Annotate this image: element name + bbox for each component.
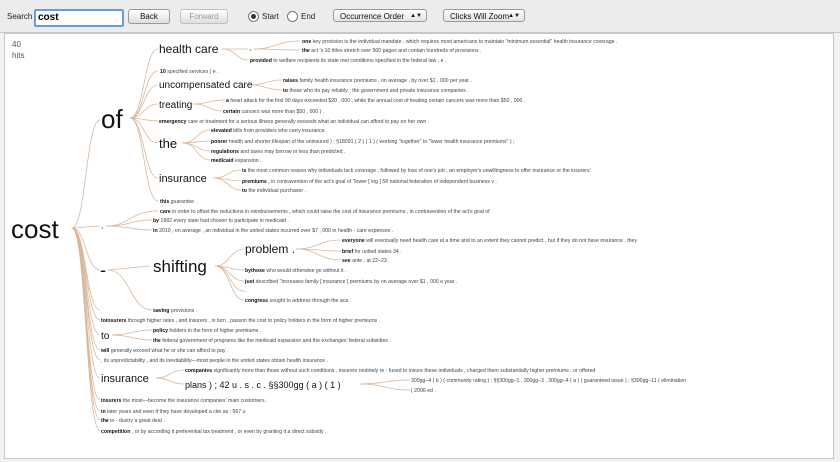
leaf-i2-300gg[interactable]: 300gg–4 ( b ) ( community rating ) ; §§300gg–1 , 300gg–3 , 300gg–4 ( a ) ( guaranteed issue ) ; §300gg–11 ( elimination [411,378,687,384]
leaf-tr-certain[interactable]: certain cancers was more than $50 , 000 ) . [223,109,325,115]
leaf-s-congress[interactable]: congress sought to address through the aca . [245,298,352,304]
node-dash[interactable]: - [100,260,106,280]
search-label: Search [7,12,33,21]
node-of[interactable]: of [101,104,123,134]
back-button[interactable]: Back [128,9,170,24]
leaf-c-care[interactable]: care in order to offset the reductions in reimbursements , which could raise the cost of insurance premiums , in contravention of the act's goal of [160,209,490,215]
end-label: End [301,12,316,21]
leaf-the-elevated[interactable]: elevated bills from providers who carry insurance . [211,128,328,134]
leaf-hc-the[interactable]: the act 's 10 titles stretch over 900 pages and contain hundreds of provisions . [302,48,482,54]
tree-root-cost[interactable]: cost [11,214,59,244]
leaf-saving[interactable]: saving provisions . [153,308,198,314]
leaf-hc-one[interactable]: one key provision is the individual mandate , which requires most americans to maintain "minimum essential" health insurance coverage . [302,39,618,45]
leaf-ins-is[interactable]: is the most common reason why individuals lack coverage , followed by loss of one's job , an employer's unwillingness to offer insurance or the insurers' [242,168,591,174]
leaf-s-bythose[interactable]: bythose who would otherwise go without it . [245,268,347,274]
leaf-p-see[interactable]: see ante , at 22–23 . [342,258,390,264]
node-comma[interactable]: , [101,221,104,230]
leaf-p-everyone[interactable]: everyone will eventually need health care at a time and to an extent they cannot predict , but if they do not have insurance , they [342,238,638,244]
order-select-value: Occurrence Order [340,12,405,21]
leaf-of-this[interactable]: this guarantee . [160,199,197,205]
leaf-hc-provided[interactable]: provided to welfare recipients its state met conditions specified in the federal law , e . [250,58,447,64]
leaf-the-industry[interactable]: the in - dustry a great deal . [101,418,165,424]
start-label: Start [262,12,279,21]
node-hc-comma[interactable]: , [249,43,252,52]
updown-arrows-icon: ▲▼ [410,13,422,19]
leaf-s-period[interactable]: . [245,288,247,294]
updown-arrows-icon: ▲▼ [508,13,520,19]
zoom-select-value: Clicks Will Zoom [450,12,510,21]
node-the[interactable]: the [159,136,178,151]
search-input[interactable]: cost [34,9,124,27]
node-shifting[interactable]: shifting [153,257,207,276]
leaf-ins-premiums[interactable]: premiums , in contravention of the act's goal of "lower [ ing ] 58 national federation of independent business v . [242,179,497,185]
node-insurance[interactable]: insurance [159,173,207,185]
leaf-of-emergency[interactable]: emergency care or treatment for a serious illness generally exceeds what an individual can afford to pay on her own . [159,119,430,125]
node-treating[interactable]: treating [159,100,193,111]
leaf-to-policy[interactable]: policy holders in the form of higher premiums . [153,328,262,334]
leaf-insurers[interactable]: insurers the most—become the insurance companies' main customers . [101,398,268,404]
leaf-uc-to[interactable]: to those who do pay reliably ; the government and private insurance companies . [283,88,469,94]
leaf-of-10[interactable]: 10 specified services ( e . [160,69,219,75]
leaf-to-federal[interactable]: the federal government of programs like the medicaid expansion and the exchanges' federal subsidies . [153,338,391,344]
leaf-unpredictability[interactable]: , its unpredictability , and its inevitability—most people in the united states obtain health insurance . [101,358,328,364]
leaf-c-by[interactable]: by 1982 every state had chosen to participate in medicaid . [153,218,289,224]
hits-count: 40 [12,40,21,49]
leaf-competition[interactable]: competition , or by according it preferential tax treatment , or even by granting it a direct subsidy . [101,429,327,435]
node-problem[interactable]: problem . [245,242,296,256]
leaf-tr-a[interactable]: a heart attack for the first 90 days exceeded $20 , 000 , while the annual cost of treating certain cancers was more than $50 , 000 . [226,98,526,104]
leaf-i2-2006[interactable]: ( 2006 ed . [411,388,436,394]
node-insurance-2[interactable]: insurance [101,373,149,385]
leaf-uc-raises[interactable]: raises family health insurance premiums , on average , by over $1 , 000 per year . [283,78,472,84]
leaf-s-just[interactable]: just described "increases family [ insurance ] premiums by on average over $1 , 000 a year . [245,279,458,285]
forward-button[interactable]: Forward [180,9,228,24]
leaf-in-later[interactable]: in later years and even if they have developed a cite as : 567 u [101,409,246,415]
leaf-the-poorer[interactable]: poorer health and shorter lifespan of the uninsured ) ; §18091 ( 2 ) ( 1 ) ( working "together" to "lower health insurance premiums" ) ; [211,139,515,145]
leaf-i2-companies[interactable]: companies significantly more than those without such conditions , insurers routinely re - fused to insure these individuals , charged them substantially higher premiums , or offered [185,368,596,374]
leaf-the-regulations[interactable]: regulations and taxes may borrow or less than predicted . [211,149,346,155]
hits-label: hits [12,51,25,60]
node-to[interactable]: to [101,331,110,342]
node-uncompensated-care[interactable]: uncompensated care [159,80,253,91]
leaf-ins-to[interactable]: to the individual purchaser . [242,188,307,194]
leaf-p-brief[interactable]: brief for united states 34 . [342,249,402,255]
leaf-will[interactable]: will generally exceed what he or she can afford to pay . [101,348,229,354]
node-health-care[interactable]: health care [159,42,219,56]
node-i2-plans[interactable]: plans ) ; 42 u . s . c . §§300gg ( a ) ( 1 ) [185,380,341,390]
leaf-toinsurers[interactable]: toinsurers through higher rates , and insurers , in turn , passon the cost to policy holders in the form of higher premiums . [101,318,381,324]
leaf-c-in[interactable]: in 2010 , on average , an individual in the united states incurred over $7 , 000 in health - care expenses . [153,228,394,234]
leaf-the-medicaid[interactable]: medicaid expansion . [211,158,262,164]
